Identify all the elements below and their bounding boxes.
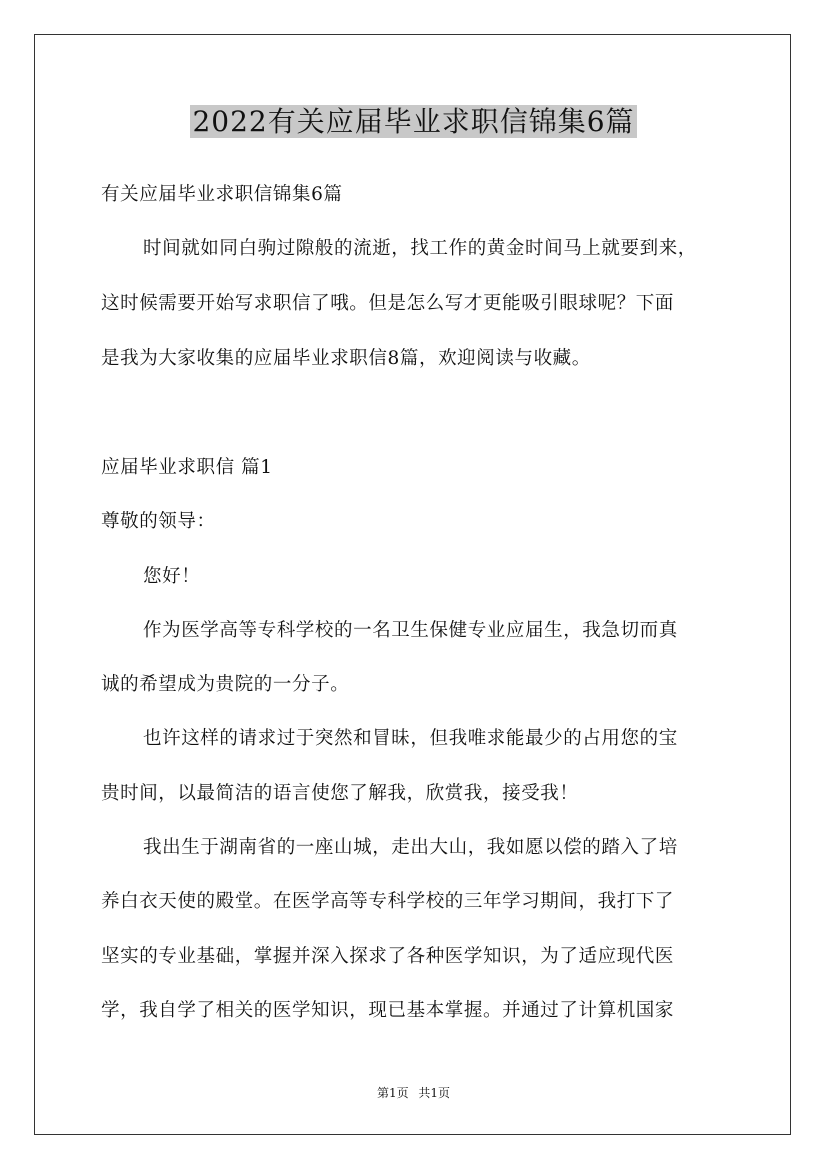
- body-line: 诚的希望成为贵院的一分子。: [101, 674, 350, 695]
- salutation: 尊敬的领导：: [101, 511, 216, 532]
- section-heading: 应届毕业求职信 篇1: [101, 457, 273, 478]
- document-subtitle: 有关应届毕业求职信锦集6篇: [101, 184, 343, 205]
- body-line: 作为医学高等专科学校的一名卫生保健专业应届生，我急切而真: [143, 620, 678, 641]
- document-title-wrap: [0, 100, 827, 144]
- body-line: 坚实的专业基础，掌握并深入探求了各种医学知识，为了适应现代医: [101, 946, 675, 967]
- body-line: 贵时间，以最简洁的语言使您了解我，欣赏我，接受我！: [101, 783, 579, 804]
- intro-line: 时间就如同白驹过隙般的流逝，找工作的黄金时间马上就要到来，: [143, 238, 697, 259]
- greeting: 您好！: [143, 566, 201, 587]
- intro-line: 这时候需要开始写求职信了哦。但是怎么写才更能吸引眼球呢？下面: [101, 293, 675, 314]
- body-line: 养白衣天使的殿堂。在医学高等专科学校的三年学习期间，我打下了: [101, 891, 675, 912]
- body-line: 也许这样的请求过于突然和冒昧，但我唯求能最少的占用您的宝: [143, 728, 678, 749]
- intro-line: 是我为大家收集的应届毕业求职信8篇，欢迎阅读与收藏。: [101, 348, 591, 369]
- page-footer: [0, 1084, 827, 1101]
- page-number-total: 共1页: [418, 1086, 451, 1100]
- body-line: 我出生于湖南省的一座山城，走出大山，我如愿以偿的踏入了培: [143, 837, 678, 858]
- body-line: 学，我自学了相关的医学知识，现已基本掌握。并通过了计算机国家: [101, 1000, 675, 1021]
- page-number-current: 第1页: [376, 1086, 409, 1100]
- document-title: 2022有关应届毕业求职信锦集6篇: [192, 105, 635, 138]
